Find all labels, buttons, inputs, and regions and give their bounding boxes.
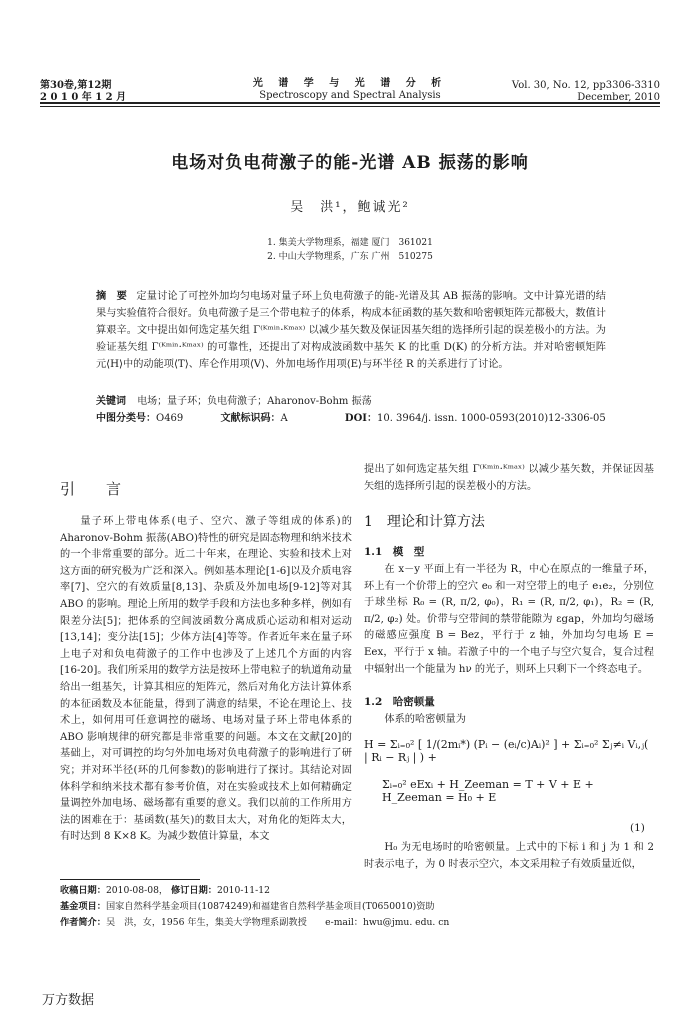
keywords-text: 电场；量子环；负电荷激子；Aharonov-Bohm 振荡 — [137, 396, 372, 407]
journal-volume-cn — [40, 80, 126, 104]
volume-issue-cn: 第30卷,第12期 — [40, 80, 112, 91]
received-label: 收稿日期： — [60, 885, 106, 896]
subsection-1-2: 1.2 哈密顿量 — [364, 696, 435, 708]
affiliations — [0, 236, 700, 264]
abstract-label: 摘 要 — [96, 290, 128, 302]
intro-title: 引 言 — [60, 480, 130, 498]
clc-label: 中图分类号： — [96, 413, 156, 424]
intro-paragraph: 量子环上带电体系(电子、空穴、激子等组成的体系)的 Aharonov-Bohm 振荡(ABO)特性的研究是固态物理和纳米技术的一个非常重要的部分。近二十年来，在理论、实验和技术上对这方面的研究极为广泛和深入。例如基本理论[1-6]以及介质电容率[7]、空穴的有效质量[8,13]、杂质及外加电场[9-12]等对其 ABO 的影响。理论上所用的数学手段和方法也多种多样，例如有限差分法[5]；把体系的空间波函数分离成质心运动和相对运动[13,14]；变分法[15]；少体方法[4]等等。作者近年来在量子环上电子对和负电荷激子的工作中也涉及了上述几个方面的内容[16-20]。我们所采用的数学方法是按环上带电粒子的轨道角动量给出一组基矢，计算其相应的矩阵元，然后对角化方法计算体系的本征函数及本征能量，得到了满意的结果，不论在理论上、技术上，如何用可任意调控的磁场、电场对量子环上带电体系的 ABO 影响规律的研究都是非常重要的问题。本文在文献[20]的基础上，对可调控的均匀外加电场对负电荷激子的影响进行了研究；并对环半径(环的几何参数)的影响进行了探讨。其结论对固体科学和纳米技术都有参考价值，对在实验或技术上如何精确定量调控外加电场、磁场都有重要的意义。我们以前的工作所用方法的困难在于：基函数(基矢)的数目太大，对角化的矩阵太大，有时达到 8 K×8 K。为减少数值计算量，本文 — [60, 516, 352, 843]
received-date: 2010-08-08， — [105, 885, 169, 896]
bio-label: 作者简介： — [60, 917, 106, 928]
footnote — [60, 883, 650, 931]
right-column-continuation: 提出了如何选定基矢组 Γ⁽ᴷᵐⁱⁿ·ᴷᵐᵃˣ⁾ 以减少基矢数，并保证因基矢组的选择所引起的误差极小的方法。 — [364, 464, 654, 492]
fund-label: 基金项目： — [60, 901, 106, 912]
revised-label: 修订日期： — [171, 885, 217, 896]
model-paragraph: 在 x－y 平面上有一半径为 R，中心在原点的一维量子环，环上有一个价带上的空穴 e₀ 和一对空带上的电子 e₁e₂，分别位于球坐标 R₀ = (R, π/2, φ₀)，R₁ = (R, π/2, φ₁)，R₂ = (R, π/2, φ₂) 处。价带与空带间的禁带能隙为 εgap，外加均匀磁场的磁感应强度 B = Bez，平行于 z 轴，外加均匀电场 E = Eex，平行于 x 轴。若激子中的一个电子与空穴复合，复合过程中辐射出一个能量为 hν 的光子，则环上只剩下一个终态电子。 — [364, 564, 654, 675]
watermark: 万方数据 — [42, 993, 95, 1008]
paper-authors: 吴 洪¹，鲍诚光² — [290, 200, 410, 215]
after-equation-text: H₀ 为无电场时的哈密顿量。上式中的下标 i 和 j 为 1 和 2 时表示电子，为 0 时表示空穴，本文采用粒子有效质量近似， — [364, 842, 654, 870]
bio-line — [60, 915, 650, 931]
journal-volume-en — [512, 80, 660, 104]
keywords-line — [96, 393, 606, 410]
abstract — [96, 288, 606, 373]
keywords-block — [96, 393, 606, 427]
volume-pages-en: Vol. 30, No. 12, pp3306-3310 — [511, 80, 660, 91]
bio-text: 吴 洪，女，1956 年生，集美大学物理系副教授 e-mail：hwu@jmu. edu. cn — [105, 917, 450, 928]
subsection-1-1: 1.1 模 型 — [364, 546, 425, 558]
doc-code-label: 文献标识码： — [220, 413, 281, 424]
date-en: December, 2010 — [577, 92, 660, 103]
abstract-text: 定量讨论了可控外加均匀电场对量子环上负电荷激子的能-光谱及其 AB 振荡的影响。文中计算光谱的结果与实验值符合很好。负电荷激子是三个带电粒子的体系，构成本征函数的基矢数和哈密顿矩阵元都极大，数值计算艰辛。文中提出如何选定基矢组 Γ⁽ᴷᵐⁱⁿ·ᴷᵐᵃˣ⁾ 以减少基矢数及保证因基矢组的选择所引起的误差极小的方法。为验证基矢组 Γ⁽ᴷᵐⁱⁿ·ᴷᵐᵃˣ⁾ 的可靠性，还提出了对构成波函数中基矢 K 的比重 D(K) 的分析方法。并对哈密顿矩阵元⟨H⟩中的动能项⟨T⟩、库仑作用项⟨V⟩、外加电场作用项⟨E⟩与环半径 R 的关系进行了讨论。 — [96, 291, 606, 370]
equation-1-line-1: H = Σᵢ₌₀² [ 1/(2mᵢ*) (Pᵢ − (eᵢ/c)Aᵢ)² ] + Σᵢ₌₀² Σⱼ≠ᵢ Vᵢ,ⱼ( | Rᵢ − Rⱼ | ) + — [364, 738, 649, 764]
section-1-title: 1 理论和计算方法 — [364, 514, 485, 530]
doi-value: 10. 3964/j. issn. 1000-0593(2010)12-3306-05 — [376, 413, 606, 424]
affiliation-2: 2. 中山大学物理系，广东 广州 510275 — [267, 252, 433, 262]
header-rule-thin — [40, 106, 660, 107]
affiliation-1: 1. 集美大学物理系，福建 厦门 361021 — [267, 238, 433, 248]
clc-value: O469 — [156, 413, 184, 424]
header-rule — [40, 102, 660, 104]
dates-line — [60, 883, 650, 899]
keywords-label: 关键词 — [96, 396, 126, 407]
hamiltonian-intro: 体系的哈密顿量为 — [384, 714, 466, 725]
doi-label: DOI： — [344, 413, 377, 424]
journal-name-cn: 光 谱 学 与 光 谱 分 析 — [252, 78, 448, 89]
equation-number: (1) — [630, 822, 645, 834]
paper-title: 电场对负电荷激子的能-光谱 AB 振荡的影响 — [171, 153, 529, 173]
journal-name — [250, 78, 450, 102]
fund-text: 国家自然科学基金项目(10874249)和福建省自然科学基金项目(T0650010)资助 — [105, 901, 435, 912]
equation-1-line-2: Σᵢ₌₀² eExᵢ + H_Zeeman = T + V + E + H_Zeeman = H₀ + E — [382, 778, 594, 804]
intro-heading — [60, 478, 352, 499]
doc-code-value: A — [280, 413, 288, 424]
journal-name-en: Spectroscopy and Spectral Analysis — [259, 90, 441, 101]
revised-date: 2010-11-12 — [216, 885, 270, 896]
classification-line — [96, 410, 606, 427]
footnote-rule — [60, 879, 200, 880]
date-cn: 2 0 1 0 年 1 2 月 — [40, 92, 127, 103]
fund-line — [60, 899, 650, 915]
